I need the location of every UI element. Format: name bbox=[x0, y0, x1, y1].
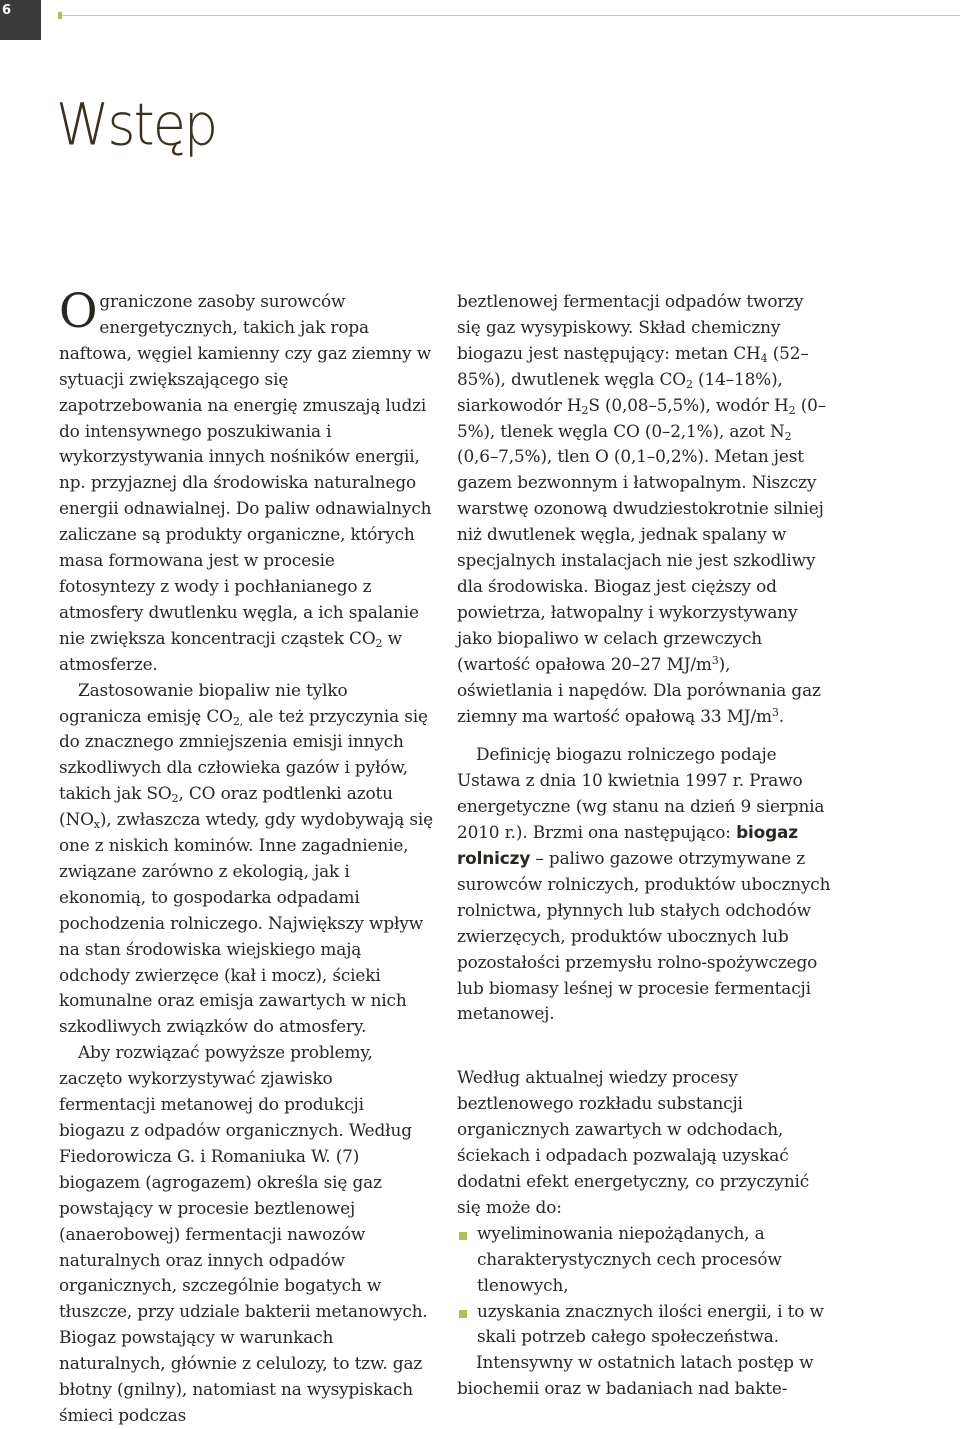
spacer bbox=[457, 1046, 831, 1065]
left-column bbox=[59, 284, 433, 1429]
paragraph-progress: Intensywny w ostatnich latach postęp w biochemii oraz w badaniach nad bakte- bbox=[457, 1352, 814, 1399]
paragraph-intro: Ograniczone zasoby surowców energetycznych, takich jak ropa naftowa, węgiel kamienny czy gaz ziemny w sytuacji zwiększającego się zapotrzebowania na energię zmuszają ludzi do intensywnego poszukiwania i wykorzystywania innych nośników energii, np. przyjaznej dla środowiska naturalnego energii odnawialnej. Do paliw odnawialnych zaliczane są produkty organiczne, których masa formowana jest w procesie fotosyntezy z wody i pochłanianego z atmosfery dwutlenku węgla, a ich spalanie nie zwiększa koncentracji cząstek $CO_2$ w atmosferze. bbox=[59, 284, 432, 674]
chapter-title: Wstęp bbox=[56, 90, 217, 159]
bullet-list bbox=[457, 1221, 831, 1351]
paragraph-emissions: Zastosowanie biopaliw nie tylko ogranicza emisję $CO_{2,}$ ale też przyczynia się do znacznego zmniejszenia emisji innych szkodliwych dla człowieka gazów i pyłów, takich jak $SO_2$, CO oraz podtlenki azotu $(NO_x)$, zwłaszcza wtedy, gdy wydobywają się one z niskich kominów. Inne zagadnienie, związane zarówno z ekologią, jak i ekonomią, to gospodarka odpadami pochodzenia rolniczego. Największy wpływ na stan środowiska wiejskiego mają odchody zwierzęce (kał i mocz), ścieki komunalne oraz emisja zawartych w nich szkodliwych związków do atmosfery. bbox=[59, 679, 433, 1037]
list-item: wyeliminowania niepożądanych, a charakterystycznych cech procesów tlenowych, bbox=[457, 1221, 831, 1299]
header-rule bbox=[58, 15, 960, 16]
bullet-square-icon bbox=[459, 1310, 467, 1318]
paragraph-composition: beztlenowej fermentacji odpadów tworzy się gaz wysypiskowy. Skład chemiczny biogazu jest następujący: metan $CH_4$ (52–85%), dwutlenek węgla $CO_2$ (14–18%), siarkowodór $H_2S$ (0,08–5,5%), wodór $H_2$ (0–5%), tlenek węgla CO (0–2,1%), azot $N_2$ (0,6–7,5%), tlen O (0,1–0,2%). Metan jest gazem bezwonnym i łatwopalnym. Niszczy warstwę ozonową dwudziestokrotnie silniej niż dwutlenek węgla, jednak spalany w specjalnych instalacjach nie jest szkodliwy dla środowiska. Biogaz jest cięższy od powietrza, łatwopalny i wykorzystywany jako biopaliwo w celach grzewczych (wartość opałowa 20–27 $MJ/m^3$), oświetlania i napędów. Dla porównania gaz ziemny ma wartość opałową 33 $MJ/m^3$. bbox=[457, 291, 827, 726]
spacer bbox=[457, 1027, 831, 1046]
page-number: 6 bbox=[2, 3, 12, 18]
paragraph-anaerobic: Według aktualnej wiedzy procesy beztlenowego rozkładu substancji organicznych zawartych w odchodach, ściekach i odpadach pozwalają uzyskać dodatni efekt energetyczny, co przyczynić się może do: bbox=[457, 1067, 810, 1217]
list-item: uzyskania znacznych ilości energii, i to w skali potrzeb całego społeczeństwa. bbox=[457, 1299, 831, 1351]
paragraph-biogas-definition: Aby rozwiązać powyższe problemy, zaczęto wykorzystywać zjawisko fermentacji metanowej do produkcji biogazu z odpadów organicznych. Według Fiedorowicza G. i Romaniuka W. (7) biogazem (agrogazem) określa się gaz powstający w procesie beztlenowej (anaerobowej) fermentacji nawozów naturalnych oraz innych odpadów organicznych, szczególnie bogatych w tłuszcze, przy udziale bakterii metanowych. Biogaz powstający w warunkach naturalnych, głównie z celulozy, to tzw. gaz błotny (gnilny), natomiast na wysypiskach śmieci podczas bbox=[59, 1042, 428, 1425]
right-column bbox=[457, 289, 831, 1402]
bullet-square-icon bbox=[459, 1232, 467, 1240]
term-biogaz-rolniczy: biogaz rolniczy bbox=[457, 822, 798, 869]
page-number-tab bbox=[0, 0, 41, 40]
paragraph-legal-definition: Definicję biogazu rolniczego podaje Ustawa z dnia 10 kwietnia 1997 r. Prawo energetyczne (wg stanu na dzień 9 sierpnia 2010 r.). Brzmi ona następująco: biogaz rolniczy – paliwo gazowe otrzymywane z surowców rolniczych, produktów ubocznych rolnictwa, płynnych lub stałych odchodów zwierzęcych, produktów ubocznych lub pozostałości przemysłu rolno-spożywczego lub biomasy leśnej w procesie fermentacji metanowej. bbox=[457, 744, 831, 1024]
drop-cap: O bbox=[59, 284, 98, 339]
header-accent-mark bbox=[58, 12, 62, 19]
spacer bbox=[457, 729, 831, 742]
